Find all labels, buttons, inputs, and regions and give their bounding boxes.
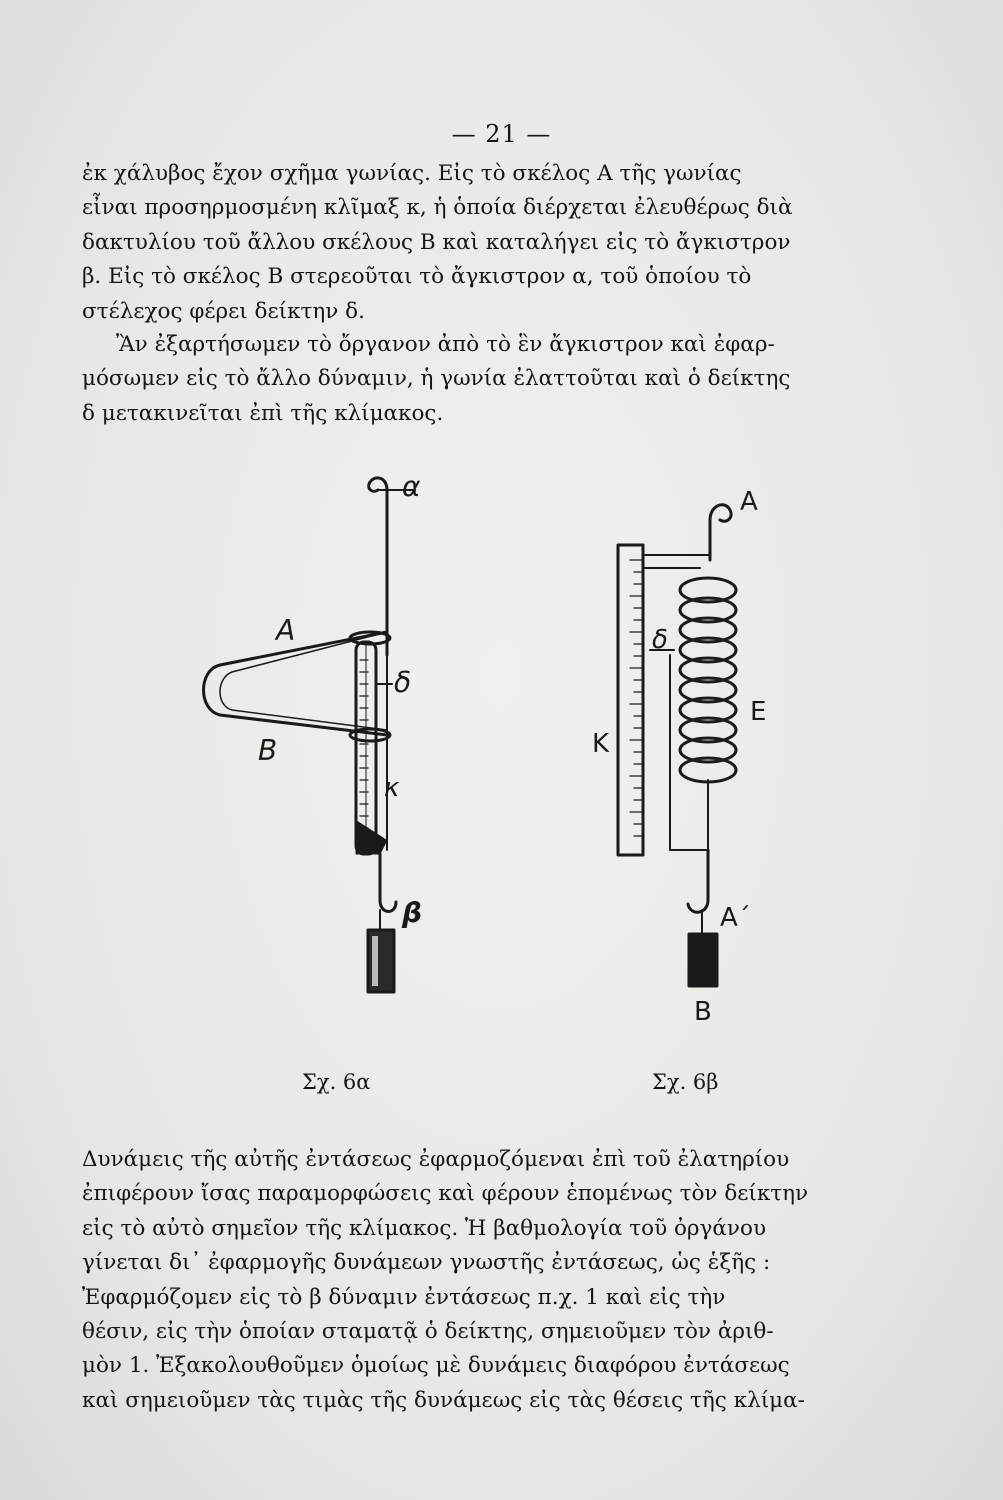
text-line: δακτυλίου τοῦ ἄλλου σκέλους Β καὶ καταλήγει εἰς τὸ ἄγκιστρον bbox=[82, 229, 791, 255]
label-k: κ bbox=[384, 773, 400, 803]
paragraph-2 bbox=[82, 328, 862, 431]
text-line: β. Εἰς τὸ σκέλος Β στερεοῦται τὸ ἄγκιστρον α, τοῦ ὁποίου τὸ bbox=[82, 264, 752, 290]
label-A-prime: Α΄ bbox=[720, 903, 751, 933]
label-B: Β bbox=[694, 997, 712, 1027]
label-A: Α bbox=[740, 487, 758, 517]
text-line: ἐκ χάλυβος ἔχον σχῆμα γωνίας. Εἰς τὸ σκέλος Α τῆς γωνίας bbox=[82, 161, 742, 186]
paragraph-3 bbox=[82, 1143, 862, 1418]
label-E: Ε bbox=[750, 697, 767, 727]
paragraph-1 bbox=[82, 157, 862, 329]
figure-6b bbox=[590, 480, 810, 1040]
text-line: θέσιν, εἰς τὴν ὁποίαν σταματᾷ ὁ δείκτης, σημειοῦμεν τὸν ἀριθ- bbox=[82, 1319, 774, 1345]
scale-K bbox=[618, 545, 643, 855]
text-line: εἰς τὸ αὐτὸ σημεῖον τῆς κλίμακος. Ἡ βαθμολογία τοῦ ὀργάνου bbox=[82, 1215, 767, 1241]
text-line: Δυνάμεις τῆς αὐτῆς ἐντάσεως ἐφαρμοζόμεναι ἐπὶ τοῦ ἐλατηρίου bbox=[82, 1147, 790, 1172]
arm-A bbox=[204, 632, 388, 735]
figure-6a bbox=[180, 460, 480, 1060]
text-line: Ἐφαρμόζομεν εἰς τὸ β δύναμιν ἐντάσεως π.χ. 1 καὶ εἰς τὴν bbox=[82, 1284, 726, 1310]
text-line: εἶναι προσηρμοσμένη κλῖμαξ κ, ἡ ὁποία διέρχεται ἐλευθέρως διὰ bbox=[82, 195, 793, 221]
weight-b bbox=[689, 934, 717, 986]
text-line: δ μετακινεῖται ἐπὶ τῆς κλίμακος. bbox=[82, 400, 444, 426]
label-B: Β bbox=[258, 734, 278, 767]
label-a: α bbox=[402, 470, 421, 503]
label-beta: β bbox=[402, 896, 423, 929]
page-number: — 21 — bbox=[451, 120, 552, 148]
text-line: καὶ σημειοῦμεν τὰς τιμὰς τῆς δυνάμεως εἰς τὰς θέσεις τῆς κλίμα- bbox=[82, 1387, 805, 1413]
text-line: μὸν 1. Ἐξακολουθοῦμεν ὁμοίως μὲ δυνάμεις διαφόρου ἐντάσεως bbox=[82, 1353, 790, 1379]
hook-A bbox=[710, 505, 731, 560]
label-delta: δ bbox=[394, 666, 412, 699]
label-A: Α bbox=[276, 614, 296, 647]
figure-6a-caption: Σχ. 6α bbox=[302, 1070, 371, 1094]
label-K: Κ bbox=[592, 729, 610, 759]
figure-6b-caption: Σχ. 6β bbox=[652, 1070, 719, 1094]
text-line: ἐπιφέρουν ἴσας παραμορφώσεις καὶ φέρουν ἑπομένως τὸν δείκτην bbox=[82, 1181, 809, 1207]
label-delta: δ bbox=[652, 625, 668, 655]
hook-a bbox=[369, 478, 387, 655]
text-line: στέλεχος φέρει δείκτην δ. bbox=[82, 298, 365, 324]
spring-E bbox=[680, 578, 736, 782]
text-line: μόσωμεν εἰς τὸ ἄλλο δύναμιν, ἡ γωνία ἐλαττοῦται καὶ ὁ δείκτης bbox=[82, 366, 791, 392]
text-line: Ἂν ἐξαρτήσωμεν τὸ ὄργανον ἀπὸ τὸ ἓν ἄγκιστρον καὶ ἐφαρ- bbox=[116, 332, 775, 357]
text-line: γίνεται δι᾽ ἐφαρμογῆς δυνάμεων γνωστῆς ἐντάσεως, ὡς ἑξῆς : bbox=[82, 1250, 771, 1276]
